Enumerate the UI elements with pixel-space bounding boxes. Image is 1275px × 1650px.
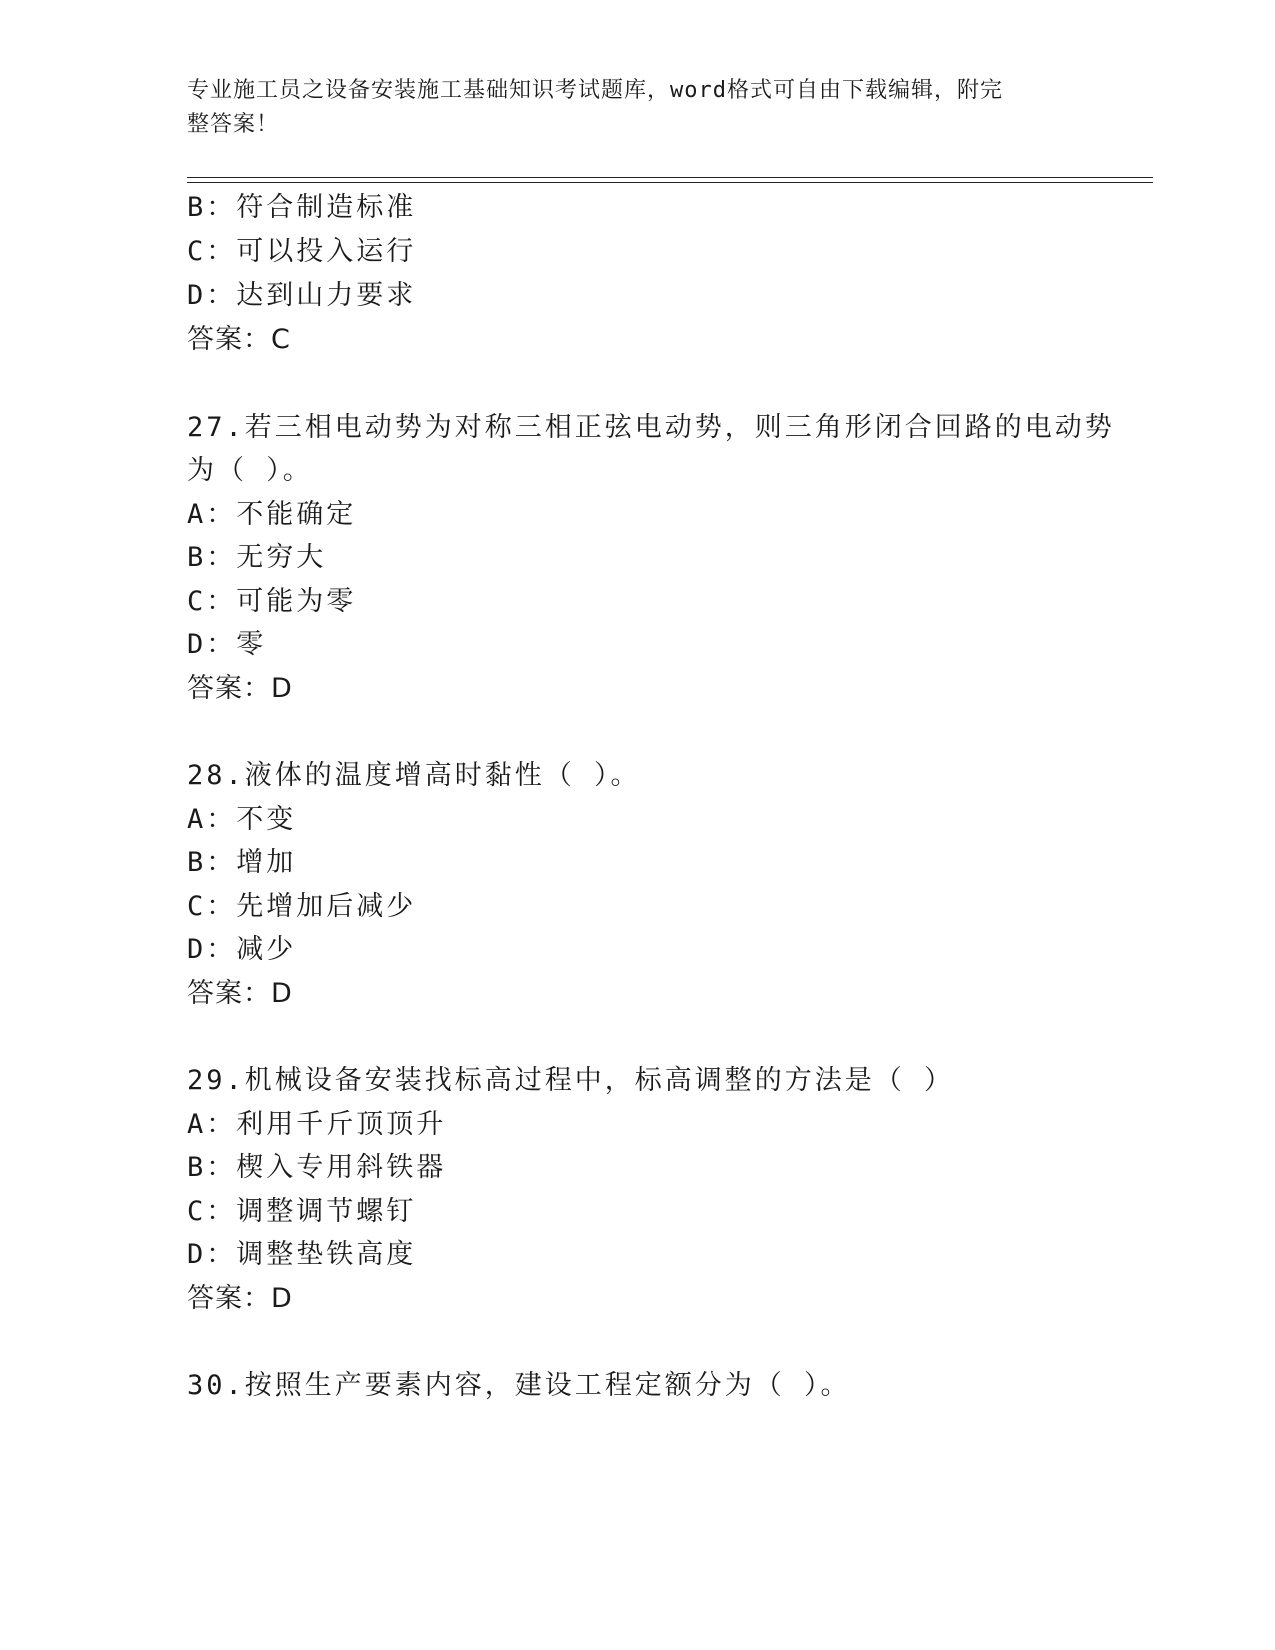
question-28: 28.液体的温度增高时黏性（ ）。 <box>187 760 641 791</box>
option-b-q28: B：增加 <box>187 847 297 878</box>
option-c-q29: C：调整调节螺钉 <box>187 1196 417 1227</box>
option-b-q26: B：符合制造标准 <box>187 192 417 223</box>
option-a-q28: A：不变 <box>187 804 297 835</box>
header-title-line-2: 整答案！ <box>187 112 280 137</box>
question-30: 30.按照生产要素内容，建设工程定额分为（ ）。 <box>187 1370 851 1401</box>
answer-q27: 答案：D <box>187 673 293 704</box>
answer-q29: 答案：D <box>187 1283 293 1314</box>
option-d-q27: D：零 <box>187 629 267 660</box>
option-d-q29: D：调整垫铁高度 <box>187 1239 417 1270</box>
option-a-q29: A：利用千斤顶顶升 <box>187 1109 447 1140</box>
option-b-q27: B：无穷大 <box>187 542 327 573</box>
option-b-q29: B：楔入专用斜铁器 <box>187 1152 447 1183</box>
option-c-q27: C：可能为零 <box>187 586 357 617</box>
header-divider-top <box>187 177 1153 178</box>
answer-q28: 答案：D <box>187 978 293 1009</box>
option-d-q28: D：减少 <box>187 934 297 965</box>
question-29: 29.机械设备安装找标高过程中，标高调整的方法是（ ） <box>187 1065 955 1096</box>
option-c-q26: C：可以投入运行 <box>187 236 417 267</box>
document-header <box>187 74 1067 142</box>
question-27-line-2: 为（ ）。 <box>187 455 313 486</box>
option-a-q27: A：不能确定 <box>187 499 357 530</box>
header-divider-bottom <box>187 182 1153 183</box>
header-title-line-1: 专业施工员之设备安装施工基础知识考试题库，word格式可自由下载编辑，附完 <box>187 78 1003 103</box>
option-d-q26: D：达到山力要求 <box>187 280 417 311</box>
answer-q26: 答案：C <box>187 324 291 355</box>
question-27-line-1: 27.若三相电动势为对称三相正弦电动势，则三角形闭合回路的电动势 <box>187 412 1115 443</box>
option-c-q28: C：先增加后减少 <box>187 891 417 922</box>
